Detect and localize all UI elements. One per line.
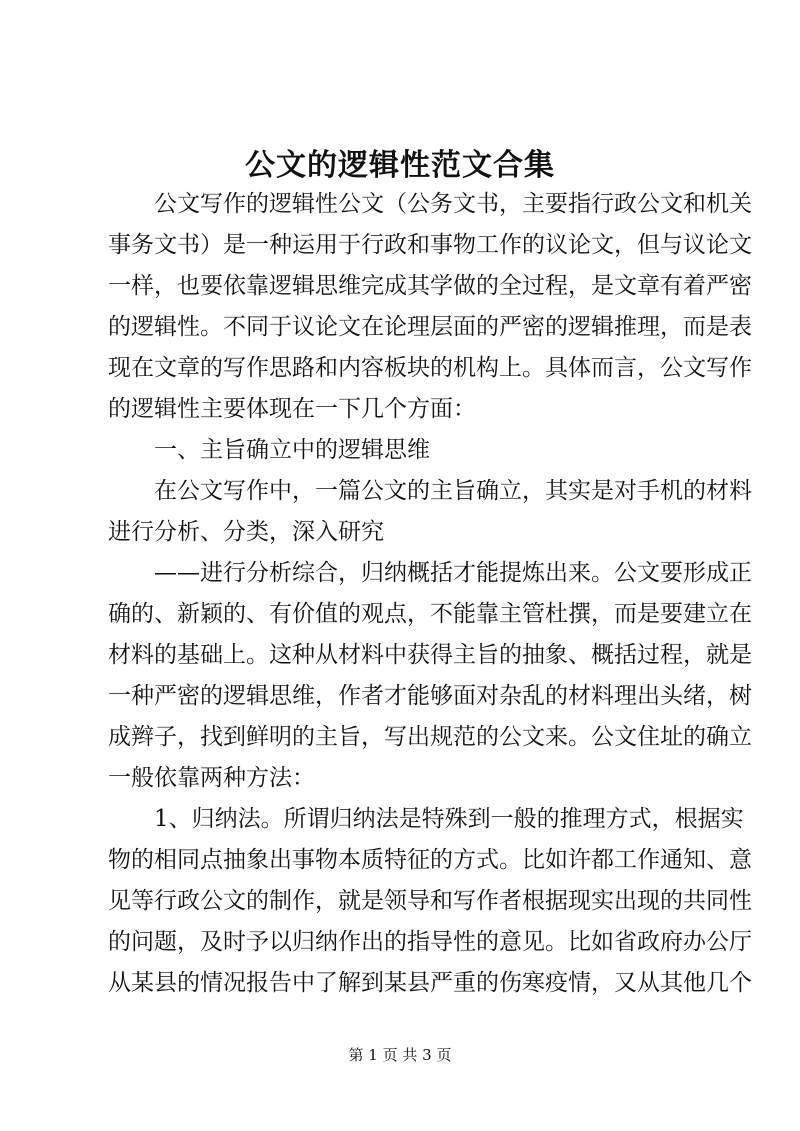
text-line: ——进行分析综合，归纳概括才能提炼出来。公文要形成正 — [154, 560, 752, 586]
text-line: 成辫子，找到鲜明的主旨，写出规范的公文来。公文住址的确立 — [108, 724, 752, 750]
text-line: 的问题，及时予以归纳作出的指导性的意见。比如省政府办公厅 — [108, 929, 752, 955]
text-line: 的逻辑性主要体现在一下几个方面： — [108, 396, 476, 422]
text-line: 现在文章的写作思路和内容板块的机构上。具体而言，公文写作 — [108, 355, 752, 381]
text-line: 物的相同点抽象出事物本质特征的方式。比如许都工作通知、意 — [108, 847, 752, 873]
text-line: 事务文书）是一种运用于行政和事物工作的议论文，但与议论文 — [108, 232, 752, 258]
document-body — [108, 184, 752, 1004]
text-line: 进行分析、分类，深入研究 — [108, 519, 384, 545]
page-number-footer: 第 1 页 共 3 页 — [348, 1046, 452, 1064]
text-line: 一样，也要依靠逻辑思维完成其学做的全过程，是文章有着严密 — [108, 273, 752, 299]
text-line: 材料的基础上。这种从材料中获得主旨的抽象、概括过程，就是 — [108, 642, 752, 668]
section-heading: 一、主旨确立中的逻辑思维 — [154, 437, 430, 463]
text-line: 确的、新颖的、有价值的观点，不能靠主管杜撰，而是要建立在 — [108, 601, 752, 627]
text-line: 见等行政公文的制作，就是领导和写作者根据现实出现的共同性 — [108, 888, 752, 914]
text-line: 一种严密的逻辑思维，作者才能够面对杂乱的材料理出头绪，树 — [108, 683, 752, 709]
text-line: 公文写作的逻辑性公文（公务文书，主要指行政公文和机关 — [154, 191, 752, 217]
text-line: 一般依靠两种方法： — [108, 765, 315, 791]
document-title: 公文的逻辑性范文合集 — [245, 148, 555, 183]
text-line: 1、归纳法。所谓归纳法是特殊到一般的推理方式，根据实 — [154, 806, 744, 832]
text-line: 的逻辑性。不同于议论文在论理层面的严密的逻辑推理，而是表 — [108, 314, 752, 340]
text-line: 在公文写作中，一篇公文的主旨确立，其实是对手机的材料 — [154, 478, 752, 504]
text-line: 从某县的情况报告中了解到某县严重的伤寒疫情，又从其他几个 — [108, 970, 752, 996]
